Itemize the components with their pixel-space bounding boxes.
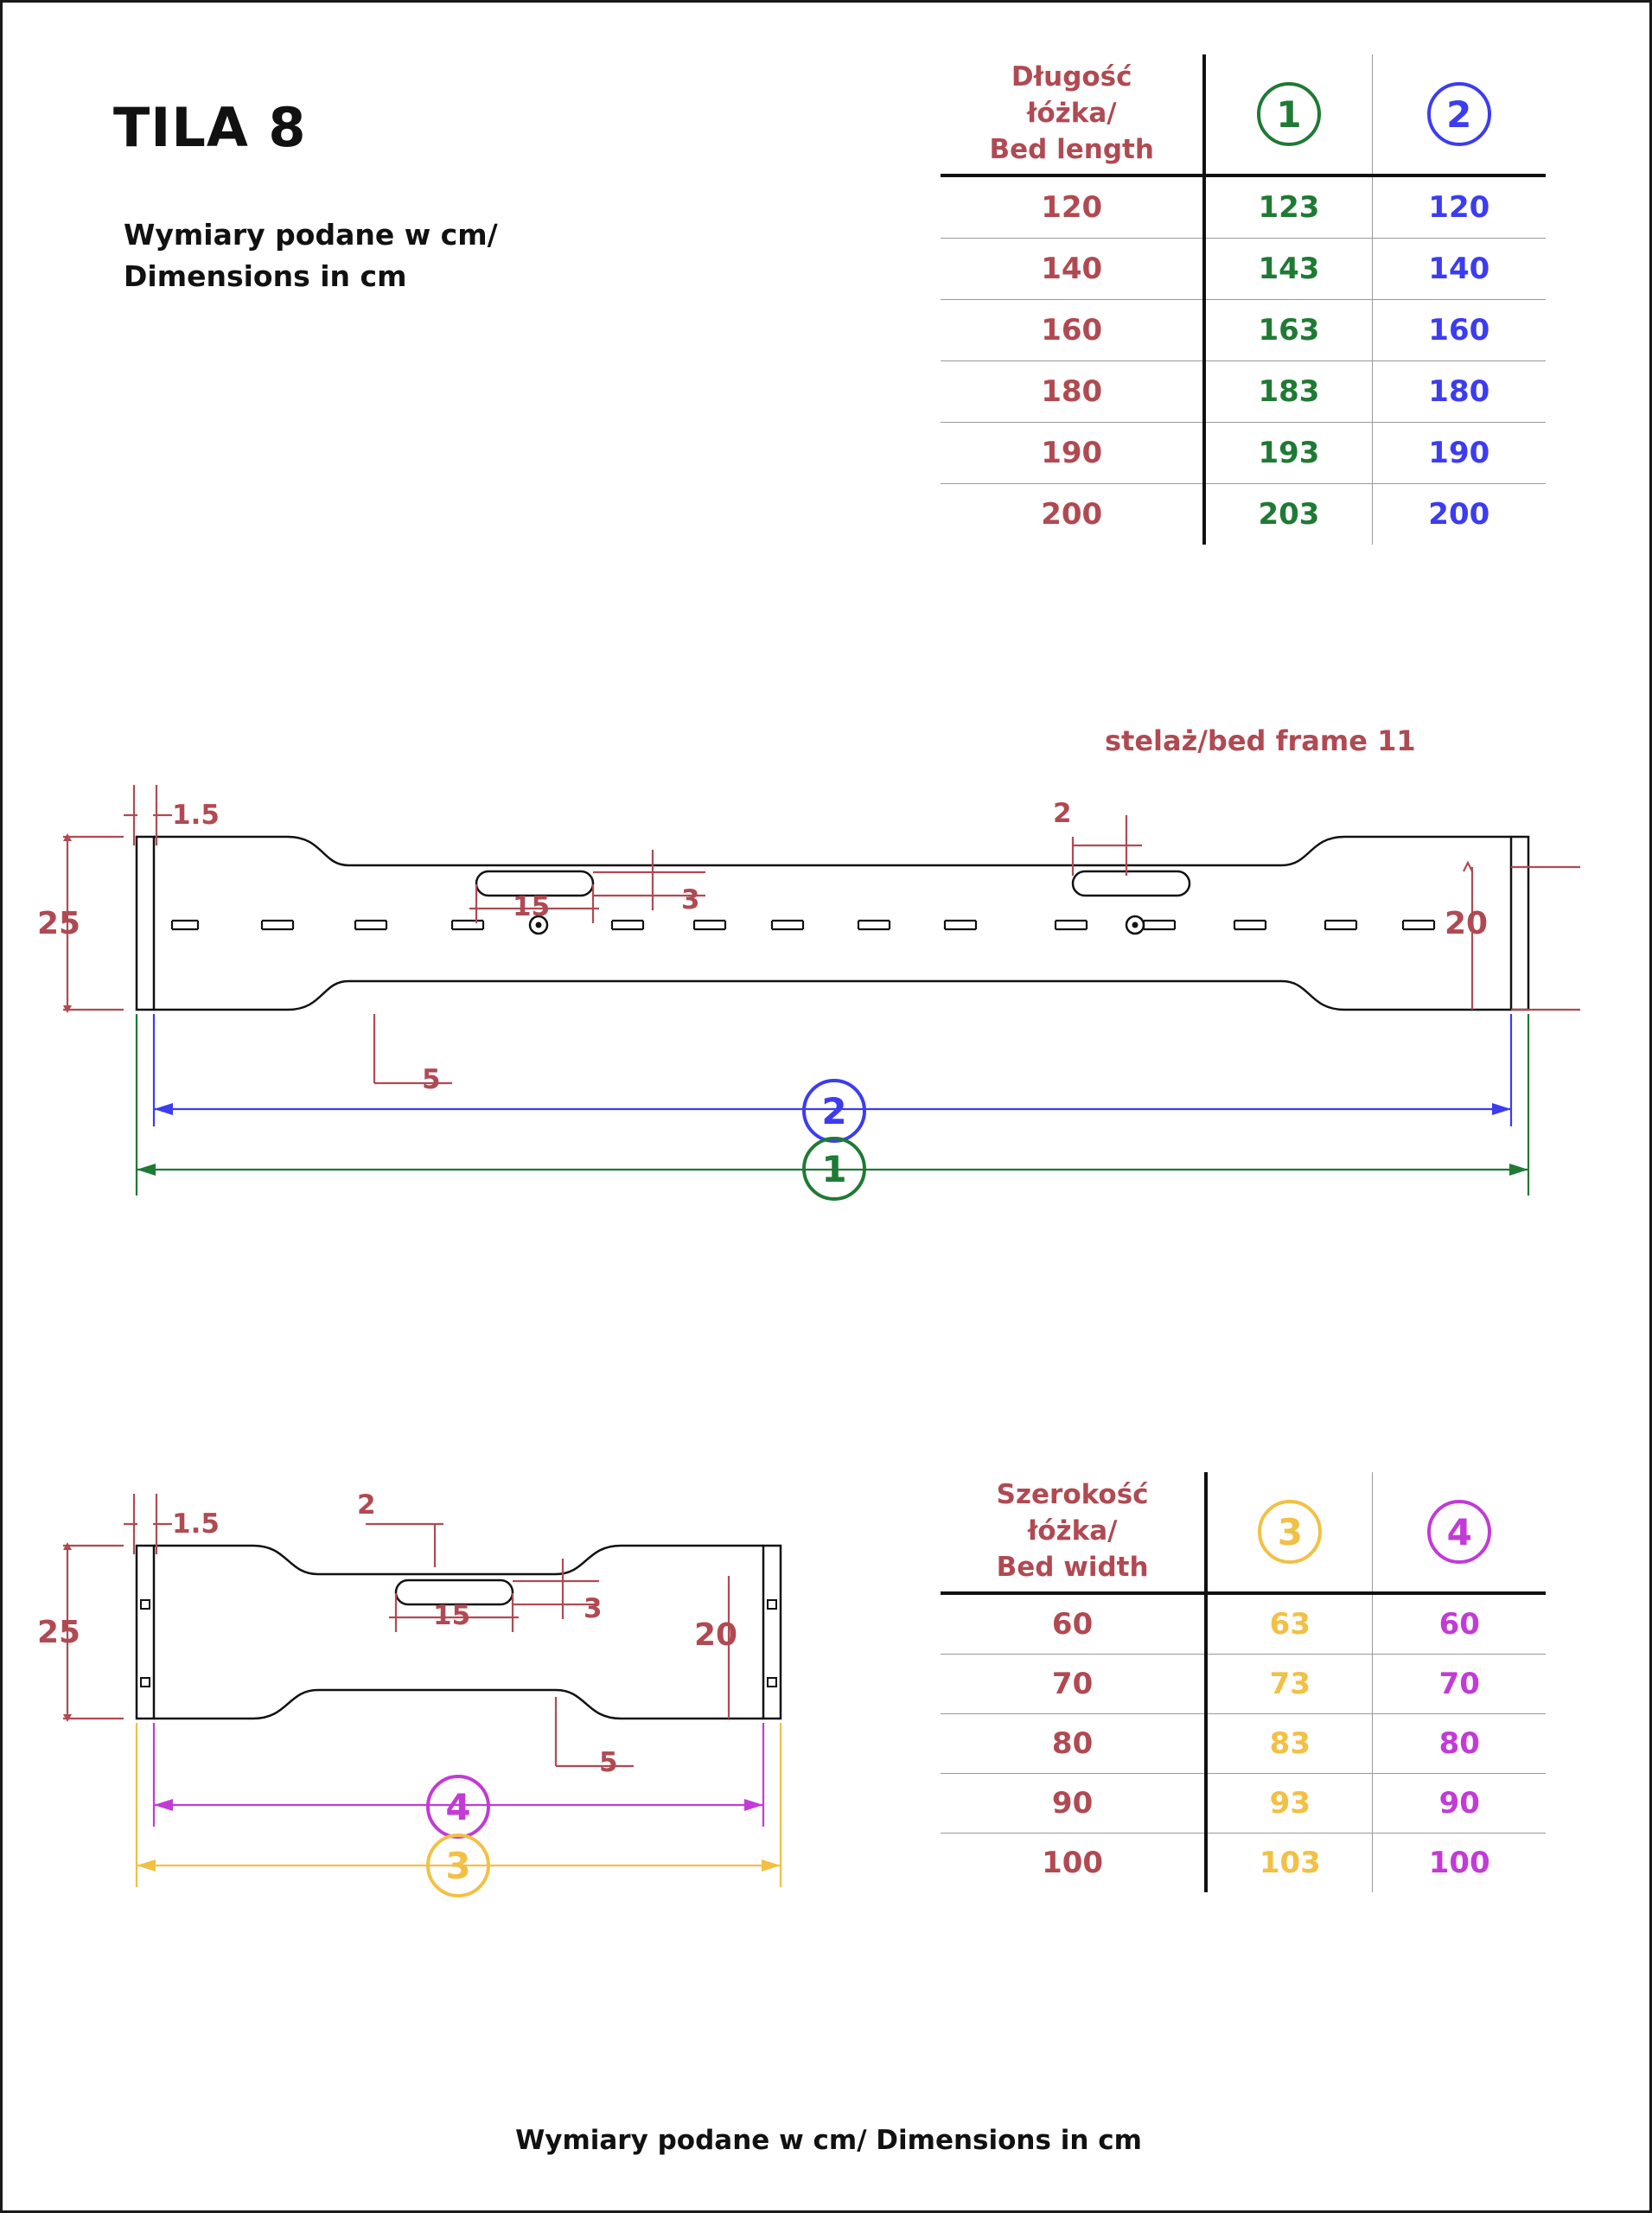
cell-c2: 70 bbox=[1373, 1654, 1546, 1713]
slat-slot bbox=[1056, 921, 1087, 929]
fixing-hole bbox=[141, 1678, 150, 1687]
cell-c2: 80 bbox=[1373, 1713, 1546, 1773]
dim-marker-outer-length bbox=[802, 1137, 866, 1201]
table-row bbox=[941, 1713, 1546, 1773]
cell-c1: 143 bbox=[1204, 238, 1372, 299]
bed-width-table bbox=[941, 1472, 1546, 1892]
cell-c1: 63 bbox=[1206, 1593, 1373, 1655]
page-title: TILA 8 bbox=[113, 96, 307, 159]
fixing-hole bbox=[768, 1678, 776, 1687]
table-row bbox=[941, 299, 1546, 360]
cell-c2: 180 bbox=[1372, 360, 1546, 422]
slat-slot bbox=[945, 921, 976, 929]
table-row bbox=[941, 1773, 1546, 1833]
slat-slot bbox=[1403, 921, 1434, 929]
cell-base: 120 bbox=[941, 175, 1204, 239]
cell-c1: 183 bbox=[1204, 360, 1372, 422]
subtitle-line-2: Dimensions in cm bbox=[124, 258, 407, 293]
dim-text-thickness: 1.5 bbox=[172, 1508, 220, 1540]
bed-length-table bbox=[941, 54, 1546, 545]
width-header-line3: Bed width bbox=[996, 1551, 1149, 1583]
slat-slot bbox=[172, 921, 198, 929]
table-row bbox=[941, 175, 1546, 239]
dim-marker-inner-width bbox=[426, 1775, 490, 1839]
rail-top-profile bbox=[154, 837, 1511, 865]
end-rail-drawing bbox=[3, 1472, 867, 2008]
dim-text-thickness: 1.5 bbox=[172, 800, 220, 831]
cell-c1: 123 bbox=[1204, 175, 1372, 239]
table-row-header bbox=[941, 1472, 1546, 1593]
cell-base: 140 bbox=[941, 238, 1204, 299]
cell-base: 160 bbox=[941, 299, 1204, 360]
dim-text-top-offset: 2 bbox=[1053, 798, 1072, 829]
dim-text-end-height: 20 bbox=[1445, 906, 1489, 941]
cell-c2: 140 bbox=[1372, 238, 1546, 299]
cell-base: 180 bbox=[941, 360, 1204, 422]
slat-slot bbox=[1144, 921, 1175, 929]
slat-slot bbox=[694, 921, 725, 929]
left-end-plate bbox=[137, 837, 154, 1010]
width-header-cell bbox=[941, 1472, 1206, 1593]
cell-base: 200 bbox=[941, 483, 1204, 545]
fixing-hole bbox=[768, 1600, 776, 1609]
cell-c1: 103 bbox=[1259, 1845, 1321, 1880]
cell-c2: 120 bbox=[1372, 175, 1546, 239]
cell-c2: 60 bbox=[1373, 1593, 1546, 1655]
width-header-line2: łóżka/ bbox=[1027, 1515, 1118, 1547]
side-rail-drawing bbox=[3, 763, 1652, 1299]
rail-slot-right bbox=[1073, 871, 1190, 896]
slat-slot bbox=[355, 921, 386, 929]
table-width bbox=[941, 1472, 1546, 1892]
cell-c2: 190 bbox=[1372, 422, 1546, 483]
marker-2: 2 bbox=[1427, 82, 1491, 146]
page-subtitle bbox=[124, 214, 498, 297]
side-rail-svg bbox=[3, 763, 1652, 1299]
cell-c1: 93 bbox=[1206, 1773, 1373, 1833]
marker-3: 3 bbox=[1258, 1500, 1322, 1564]
end-rail-svg bbox=[3, 1472, 867, 2008]
right-end-plate bbox=[763, 1546, 781, 1719]
dim-marker-inner-length bbox=[802, 1079, 866, 1143]
cell-base: 100 bbox=[941, 1833, 1206, 1892]
cell-c2: 90 bbox=[1373, 1773, 1546, 1833]
table-row bbox=[941, 1833, 1546, 1892]
length-header-line3: Bed length bbox=[989, 133, 1154, 165]
length-header-line2: łóżka/ bbox=[1026, 97, 1117, 129]
cell-c1: 193 bbox=[1204, 422, 1372, 483]
slat-slot bbox=[772, 921, 803, 929]
page-footer: Wymiary podane w cm/ Dimensions in cm bbox=[515, 2125, 1142, 2156]
table-row bbox=[941, 1654, 1546, 1713]
table-row bbox=[941, 238, 1546, 299]
rail-bottom-profile bbox=[154, 981, 1511, 1010]
cell-c1: 73 bbox=[1206, 1654, 1373, 1713]
dim-text-slot-width: 15 bbox=[513, 891, 551, 922]
dim-text-bottom-offset: 5 bbox=[599, 1747, 618, 1778]
cell-base: 60 bbox=[941, 1593, 1206, 1655]
dim-text-slot-width: 15 bbox=[433, 1600, 471, 1631]
dim-marker-outer-width bbox=[426, 1834, 490, 1897]
cell-base: 190 bbox=[941, 422, 1204, 483]
left-end-plate bbox=[137, 1546, 154, 1719]
length-col1-marker-cell bbox=[1204, 54, 1372, 175]
length-header-line1: Długość bbox=[1011, 61, 1132, 92]
width-header-line1: Szerokość bbox=[996, 1479, 1149, 1510]
rail-top-profile bbox=[154, 1546, 763, 1574]
cell-c2: 200 bbox=[1372, 483, 1546, 545]
right-end-plate bbox=[1511, 837, 1528, 1010]
dim-bottom-offset-line bbox=[556, 1697, 634, 1766]
table-row-header bbox=[941, 54, 1546, 175]
table-row bbox=[941, 360, 1546, 422]
marker-3: 3 bbox=[426, 1834, 490, 1897]
cell-c2: 100 bbox=[1373, 1833, 1546, 1892]
dim-text-top-offset: 2 bbox=[357, 1489, 376, 1521]
marker-4: 4 bbox=[1427, 1500, 1491, 1564]
cell-c1: 203 bbox=[1258, 496, 1320, 532]
length-header-cell bbox=[941, 54, 1204, 175]
marker-1: 1 bbox=[802, 1137, 866, 1201]
cell-c2: 160 bbox=[1372, 299, 1546, 360]
bolt-hole-right bbox=[1126, 916, 1144, 934]
cell-base: 80 bbox=[941, 1713, 1206, 1773]
slat-slot bbox=[1234, 921, 1266, 929]
subtitle-line-1: Wymiary podane w cm/ bbox=[124, 218, 498, 252]
table-row bbox=[941, 422, 1546, 483]
width-col1-marker-cell bbox=[1206, 1472, 1373, 1593]
table-length bbox=[941, 54, 1546, 545]
dim-text-height: 25 bbox=[37, 906, 81, 941]
table-row bbox=[941, 483, 1546, 545]
slat-slot bbox=[262, 921, 293, 929]
cell-c1: 83 bbox=[1206, 1713, 1373, 1773]
dim-text-slot-height: 3 bbox=[584, 1593, 603, 1624]
bed-frame-label: stelaż/bed frame 11 bbox=[1105, 724, 1416, 757]
table-row bbox=[941, 1593, 1546, 1655]
dim-text-height: 25 bbox=[37, 1615, 81, 1650]
marker-1: 1 bbox=[1257, 82, 1321, 146]
dim-text-bottom-offset: 5 bbox=[422, 1064, 441, 1095]
dim-text-end-height: 20 bbox=[694, 1617, 738, 1653]
slat-slot bbox=[452, 921, 483, 929]
slat-slot bbox=[1325, 921, 1356, 929]
width-col2-marker-cell bbox=[1373, 1472, 1546, 1593]
length-col2-marker-cell bbox=[1372, 54, 1546, 175]
dim-text-slot-height: 3 bbox=[681, 884, 700, 915]
cell-base: 90 bbox=[941, 1773, 1206, 1833]
marker-4: 4 bbox=[426, 1775, 490, 1839]
rail-bottom-profile bbox=[154, 1690, 763, 1719]
fixing-hole bbox=[141, 1600, 150, 1609]
dim-top-offset-line bbox=[366, 1524, 443, 1567]
marker-2: 2 bbox=[802, 1079, 866, 1143]
cell-c1: 163 bbox=[1204, 299, 1372, 360]
slat-slot bbox=[858, 921, 890, 929]
slat-slot bbox=[612, 921, 643, 929]
dim-end-height-ext bbox=[1472, 867, 1580, 1010]
cell-base: 70 bbox=[941, 1654, 1206, 1713]
